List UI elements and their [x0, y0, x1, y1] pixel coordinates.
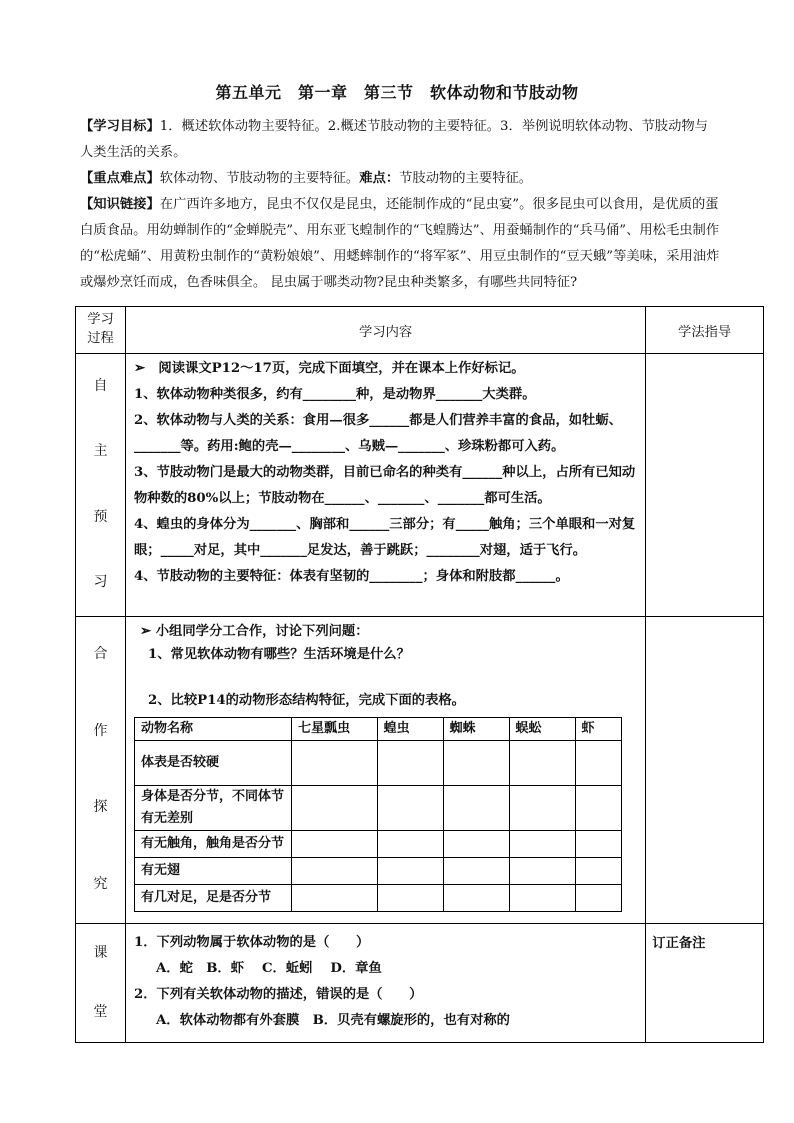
comparison-cell[interactable] — [575, 786, 621, 831]
page-title: 第五单元 第一章 第三节 软体动物和节肢动物 — [215, 83, 579, 102]
comparison-cell[interactable] — [509, 885, 575, 912]
comparison-cell[interactable] — [377, 858, 443, 885]
coop-label-char: 究 — [93, 875, 108, 892]
comparison-row-label: 有无触角，触角是否分节 — [134, 831, 291, 858]
key-points — [80, 166, 720, 192]
comparison-row-label: 有几对足，足是否分节 — [134, 885, 291, 912]
comparison-cell[interactable] — [443, 786, 509, 831]
comparison-row-label: 身体是否分节，不同体节有无差别 — [134, 786, 291, 831]
comparison-cell[interactable] — [377, 831, 443, 858]
self-line: 1、软体动物种类很多，约有________种，是动物界_______大类群。 — [133, 387, 536, 402]
self-study-guide — [646, 354, 764, 617]
comparison-cell[interactable] — [292, 858, 378, 885]
key-label: 【重点难点】 — [80, 171, 160, 186]
intro-section — [80, 114, 720, 296]
coop-intro: ➢ 小组同学分工合作，讨论下列问题： — [139, 624, 369, 639]
self-label-char: 习 — [93, 574, 108, 591]
correction-notes: 订正备注 — [646, 924, 764, 1043]
comparison-row-label: 体表是否较硬 — [134, 741, 291, 786]
key-text: 软体动物、节肢动物的主要特征。 — [159, 171, 360, 186]
learning-goals — [80, 114, 720, 166]
header-guide: 学法指导 — [646, 307, 764, 354]
comparison-cell[interactable] — [575, 858, 621, 885]
comparison-row — [134, 831, 621, 858]
comparison-cell[interactable] — [292, 786, 378, 831]
header-process — [76, 307, 126, 354]
class-label-char: 课 — [93, 944, 108, 961]
comparison-cell[interactable] — [377, 741, 443, 786]
comparison-header: 蝗虫 — [377, 718, 443, 741]
self-label-char: 主 — [93, 443, 108, 460]
self-line: 2、软体动物与人类的关系：食用—很多______都是人们营养丰富的食品，如牡蛎、_______等。药用:鲍的壳—________、乌贼—_______、珍珠粉都可入药。 — [133, 413, 622, 454]
coop-question-2: 2、比较P14的动物形态结构特征，完成下面的表格。 — [147, 693, 465, 708]
header-process-line1: 学习 — [87, 312, 114, 328]
self-label-char: 预 — [93, 508, 108, 525]
class-question-2: 2．下列有关软体动物的描述，错误的是（ ） — [133, 987, 423, 1002]
comparison-cell[interactable] — [509, 831, 575, 858]
comparison-cell[interactable] — [443, 831, 509, 858]
comparison-cell[interactable] — [575, 741, 621, 786]
difficulty-text: 节肢动物的主要特征。 — [399, 171, 533, 186]
link-text: 在广西许多地方，昆虫不仅仅是昆虫，还能制作成的“昆虫宴”。很多昆虫可以食用，是优质的蛋白质食品。用幼蝉制作的“金蝉脱壳”、用东亚飞蝗制作的“飞蝗腾达”、用蚕蛹制作的“兵马俑”、用松毛虫制作的“松虎蛹”、用黄粉虫制作的“黄粉娘娘”、用蟋蟀制作的“将军冢”、用豆虫制作的“豆天蛾”等美味，采用油炸或爆炒烹饪而成，色香味俱全。 昆虫属于哪类动物?昆虫种类繁多，有哪些共同特征? — [80, 197, 720, 290]
comparison-row — [134, 858, 621, 885]
cooperation-label — [76, 617, 126, 924]
self-line: ➢ 阅读课文P12～17页，完成下面填空，并在课本上作好标记。 — [133, 361, 525, 376]
cooperation-guide — [646, 617, 764, 924]
link-label: 【知识链接】 — [80, 197, 160, 212]
comparison-cell[interactable] — [443, 858, 509, 885]
cooperation-content — [125, 617, 645, 924]
comparison-cell[interactable] — [443, 741, 509, 786]
comparison-header: 虾 — [575, 718, 621, 741]
comparison-cell[interactable] — [575, 885, 621, 912]
coop-label-char: 作 — [93, 722, 108, 739]
comparison-table — [134, 717, 622, 912]
classroom-content — [125, 924, 645, 1043]
comparison-cell[interactable] — [509, 786, 575, 831]
coop-question-1: 1、常见软体动物有哪些？生活环境是什么？ — [147, 647, 410, 662]
coop-label-char: 合 — [93, 646, 108, 663]
class-question-1-options: A．蛇 B．虾 C．蚯蚓 D．章鱼 — [155, 961, 382, 976]
self-study-label — [76, 354, 126, 617]
comparison-header: 七星瓢虫 — [292, 718, 378, 741]
comparison-cell[interactable] — [377, 885, 443, 912]
self-study-row — [76, 354, 764, 617]
comparison-cell[interactable] — [443, 885, 509, 912]
class-question-1: 1．下列动物属于软体动物的是（ ） — [133, 935, 370, 950]
comparison-header-row — [134, 718, 621, 741]
comparison-row — [134, 741, 621, 786]
header-content: 学习内容 — [125, 307, 645, 354]
difficulty-label: 难点： — [359, 171, 400, 186]
self-line: 3、节肢动物门是最大的动物类群，目前已命名的种类有______种以上，占所有已知动物种数的80%以上；节肢动物在______、_______、_______都可生活。 — [133, 465, 636, 506]
self-label-char: 自 — [93, 377, 108, 394]
comparison-row — [134, 786, 621, 831]
comparison-header: 动物名称 — [134, 718, 291, 741]
coop-label-char: 探 — [93, 799, 108, 816]
classroom-row — [76, 924, 764, 1043]
comparison-cell[interactable] — [509, 858, 575, 885]
comparison-header: 蜘蛛 — [443, 718, 509, 741]
header-process-line2: 过程 — [87, 331, 114, 346]
comparison-cell[interactable] — [292, 741, 378, 786]
self-line: 4、节肢动物的主要特征：体表有坚韧的________；身体和附肢都______。 — [133, 569, 569, 584]
self-study-content — [125, 354, 645, 617]
classroom-label — [76, 924, 126, 1043]
comparison-cell[interactable] — [575, 831, 621, 858]
comparison-row — [134, 885, 621, 912]
self-line: 4、蝗虫的身体分为_______、胸部和______三部分；有_____触角；三个单眼和一对复眼；_____对足，其中_______足发达，善于跳跃；________对翅，适于飞行。 — [133, 517, 636, 558]
knowledge-link — [80, 192, 720, 296]
class-label-char: 堂 — [93, 1003, 108, 1020]
study-table — [75, 306, 764, 1043]
comparison-cell[interactable] — [377, 786, 443, 831]
comparison-row-label: 有无翅 — [134, 858, 291, 885]
goal-label: 【学习目标】 — [80, 119, 160, 134]
table-header-row — [76, 307, 764, 354]
comparison-cell[interactable] — [509, 741, 575, 786]
goal-text: 1．概述软体动物主要特征。2.概述节肢动物的主要特征。3．举例说明软体动物、节肢动物与人类生活的关系。 — [80, 119, 708, 160]
comparison-header: 蜈蚣 — [509, 718, 575, 741]
comparison-cell[interactable] — [292, 831, 378, 858]
cooperation-row — [76, 617, 764, 924]
comparison-cell[interactable] — [292, 885, 378, 912]
class-question-2-options: A．软体动物都有外套膜 B．贝壳有螺旋形的，也有对称的 — [155, 1013, 510, 1028]
